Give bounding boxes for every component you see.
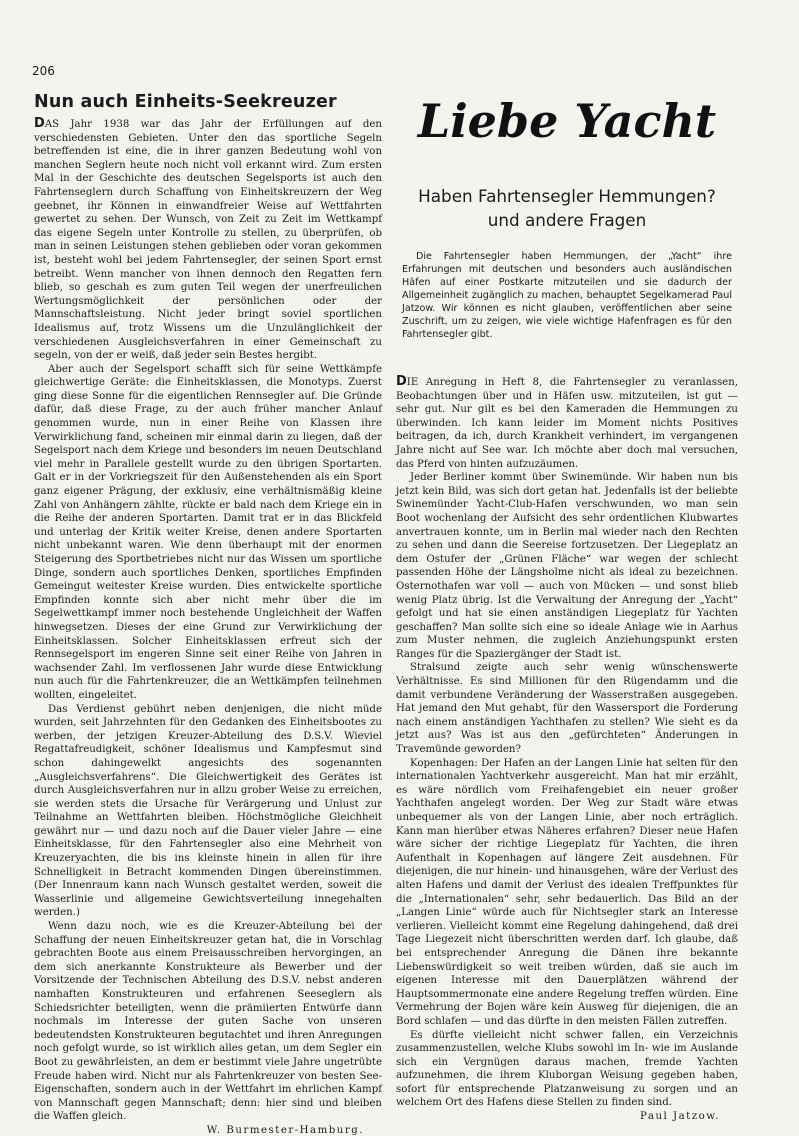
article-left [34,92,382,1136]
paragraph-right-3: Stralsund zeigte auch sehr wenig wünschenswerte Verhältnisse. Es sind Millionen für den Rügendamm und die damit verbundene Veränderung der Wasserstraßen ausgegeben. Hat jemand den Mut gehabt, für den Wassersport die Forderung nach einem anständigen Yachthafen zu stellen? Wie sieht es da jetzt aus? Was ist aus den „gefürchteten“ Änderungen in Travemünde geworden? [396,662,738,756]
paragraph-right-1-text: IE Anregung in Heft 8, die Fahrtensegler zu veranlassen, Beobachtungen über und in Häfen usw. mitzuteilen, ist gut — sehr gut. Nur gilt es bei den Kameraden die Hemmungen zu überwinden. Ich kann leider im Moment nichts Positives beitragen, da ich, durch Krankheit verhindert, im vergangenen Jahre nicht auf See war. Ich möchte aber doch mal versuchen, das Pferd von hinten aufzuzäumen. [396,377,738,470]
paragraph-left-2: Aber auch der Segelsport schafft sich für seine Wettkämpfe gleichwertige Geräte: die Einheitsklassen, die Monotyps. Zuerst ging diese Sonne für die eigentlichen Rennsegler auf. Die Gründe dafür, daß diese Frage, zu der auch früher mancher Anlauf genommen wurde, nun in einer Reihe von Klassen ihre Verwirklichung fand, scheinen mir einmal darin zu liegen, daß der Segelsport nach dem Kriege und besonders im neuen Deutschland viel mehr in Parallele gestellt wurde zu den übrigen Sportarten. Galt er in der Vorkriegszeit für den Außenstehenden als ein Sport ganz eigener Prägung, der exklusiv, eine verhältnismäßig kleine Zahl von Anhängern zählte, rückte er bald nach dem Kriege ein in die Reihe der anderen Sportarten. Damit trat er in das Blickfeld und unterlag der Kritik weiter Kreise, denen andere Sportarten nicht unbekannt waren. Wie denn überhaupt mit der enormen Steigerung des Sportbetriebes nicht nur das Wissen um sportliche Dinge, sondern auch sportliches Denken, sportliches Empfinden Gemeingut weitester Kreise wurden. Dies entwickelte sportliche Empfinden konnte sich aber nicht mehr über die im Segelwettkampf immer noch bestehende Ungleichheit der Waffen hinwegsetzen. Dieses der eine Grund zur Verwirklichung der Einheitsklassen. Solcher Einheitsklassen erfreut sich der Rennsegelsport im engeren Sinne seit einer Reihe von Jahren in wachsender Zahl. Im verflossenen Jahr wurde diese Entwicklung nun auch für die Fahrtenkreuzer, die an Wettkämpfen teilnehmen wollten, eingeleitet. [34,363,382,701]
subtitle-line-1: Haben Fahrtensegler Hemmungen? [418,186,716,206]
article-body-right [396,375,738,1110]
paragraph-right-2: Jeder Berliner kommt über Swinemünde. Wir haben nun bis jetzt kein Bild, was sich dort getan hat. Jedenfalls ist der beliebte Swinemünder Yacht-Club-Hafen verschwunden, wo man sein Boot wochenlang der Aufsicht des sehr ordentlichen Klubwartes anvertrauen konnte, um in Berlin mal wieder nach den Rechten zu sehen und dann die Seereise fortzusetzen. Der Liegeplatz an dem Ostufer der „Grünen Fläche“ war wegen der schlecht passenden Höhe der Längsholme nicht als ideal zu bezeichnen. Osternothafen war voll — auch von Mücken — und sonst blieb wenig Platz übrig. Ist die Verwaltung der Anregung der „Yacht“ gefolgt und hat sie einen anständigen Liegeplatz für Yachten geschaffen? Man sollte sich eine so ideale Anlage wie in Aarhus zum Muster nehmen, die zugleich Anziehungspunkt ersten Ranges für die Spaziergänger der Stadt ist. [396,472,738,660]
paragraph-right-5: Es dürfte vielleicht nicht schwer fallen, ein Verzeichnis zusammenzustellen, welche Klubs sowohl im In- wie im Auslande sich ein Vergnügen daraus machen, fremde Yachten aufzunehmen, die ihrem Kluborgan Weisung gegeben haben, sofort für entsprechende Platzanweisung zu sorgen und an welchem Ort des Hafens diese Stellen zu finden sind. [396,1029,738,1109]
paragraph-right-4: Kopenhagen: Der Hafen an der Langen Linie hat selten für den internationalen Yachtverkehr ausgereicht. Man hat mir erzählt, es wäre nördlich vom Freihafengebiet ein neuer großer Yachthafen angelegt worden. Der Weg zur Stadt wäre etwas unbequemer als von der Langen Linie, aber noch erträglich. Kann man hierüber etwas Näheres erfahren? Dieser neue Hafen wäre sicher der richtige Liegeplatz für Yachten, die ihren Aufenthalt in Kopenhagen auf längere Zeit ausdehnen. Für diejenigen, die nur hinein- und hinausgehen, wäre der Verlust des alten Hafens und damit der Verlust des idealen Treffpunktes für die „Internationalen“ sehr, sehr bedauerlich. Das Bild an der „Langen Linie“ würde auch für Nichtsegler stark an Interesse verlieren. Vielleicht kommt eine Regelung dahingehend, daß drei Tage Liegezeit nicht überschritten werden darf. Ich glaube, daß bei entsprechender Anregung die Dänen ihre bekannte Liebenswürdigkeit so weit treiben würden, daß sie auch im eigenen Interesse mit den Dauerplätzen während der Hauptsommermonate eine andere Regelung treffen würden. Eine Vermehrung der Bojen wäre kein Ausweg für diejenigen, die an Bord schlafen — und das dürfte in den meisten Fällen zutreffen. [396,757,738,1027]
author-signature-left: W. Burmester-Hamburg. [206,1124,364,1136]
paragraph-right-1 [396,375,738,471]
page-number: 206 [32,64,55,78]
drop-cap-right: D [396,374,407,389]
article-intro [402,250,732,341]
article-title-left: Nun auch Einheits-Seekreuzer [34,92,337,112]
paragraph-left-3: Das Verdienst gebührt neben denjenigen, die nicht müde wurden, seit Jahrzehnten für den Gedanken des Einheitsbootes zu werben, der jetzigen Kreuzer-Abteilung des D.S.V. Wieviel Regattafreudigkeit, schöner Idealismus und Kampfesmut sind schon dahingewelkt angesichts des sogenannten „Ausgleichsverfahrens“. Die Gleichwertigkeit des Gerätes ist durch Ausgleichsverfahren nur in allzu grober Weise zu erreichen, sie werden stets die Ursache für Verärgerung und Unlust zur Teilnahme an Wettfahrten bleiben. Höchstmögliche Gleichheit gewährt nur — und dazu noch auf die Dauer vieler Jahre — eine Einheitsklasse, für den Fahrtensegler also eine Mehrheit von Kreuzeryachten, die bis ins kleinste hinein in allen für ihre Schnelligkeit in Betracht kommenden Dingen übereinstimmen. (Der Innenraum kann nach Wunsch gestaltet werden, soweit die Wasserlinie und allgemeine Gewichtsverteilung innegehalten werden.) [34,703,382,919]
paragraph-left-1-text: AS Jahr 1938 war das Jahr der Erfüllungen auf den verschiedensten Gebieten. Unter den das sportliche Segeln betreffenden ist eine, die in ihrer ganzen Bedeutung wohl von manchen Seglern heute noch nicht voll erkannt wird. Zum ersten Mal in der Geschichte des deutschen Segelsports ist auch den Fahrtenseglern durch Schaffung von Einheitskreuzern der Weg geebnet, ihr Können in einwandfreier Weise auf Wettfahrten gewertet zu sehen. Der Wunsch, von Zeit zu Zeit im Wettkampf das eigene Segeln unter Kontrolle zu stellen, zu überprüfen, ob man in seinen Leistungen stehen geblieben oder voran gekommen ist, besteht wohl bei jedem Fahrtensegler, der seinen Sport ernst betreibt. Wenn mancher von ihnen dennoch den Regatten fern blieb, so geschah es zum guten Teil wegen der unerfreulichen Wertungsmöglichkeit der persönlichen oder der Mannschaftsleistung. Nicht jeder bringt soviel sportlichen Idealismus auf, trotz Wissens um die Unzulänglichkeit der verschiedenen Ausgleichsverfahren in einer Gemeinschaft zu segeln, von der er weiß, daß jeder sein Bestes hergibt. [34,119,382,362]
intro-text: Die Fahrtensegler haben Hemmungen, der „Yacht“ ihre Erfahrungen mit deutschen und besonders auch ausländischen Häfen auf einer Postkarte mitzuteilen und sie dadurch der Allgemeinheit zugänglich zu machen, behauptet Segelkamerad Paul Jatzow. Wir können es nicht glauben, veröffentlichen aber seine Zuschrift, um zu zeigen, wie viele wichtige Hafenfragen es für den Fahrtensegler gibt. [402,251,732,340]
masthead-logo: Liebe Yacht [417,94,717,148]
article-body-left [34,117,382,1124]
subtitle-line-2: und andere Fragen [487,210,647,230]
author-signature-right: Paul Jatzow. [639,1111,720,1123]
paragraph-left-1 [34,117,382,363]
drop-cap-left: D [34,116,45,131]
article-title-right [396,184,738,232]
article-right [396,92,738,1122]
paragraph-left-4: Wenn dazu noch, wie es die Kreuzer-Abteilung bei der Schaffung der neuen Einheitskreuzer getan hat, die in Vorschlag gebrachten Boote aus einem Preisausschreiben hervorgingen, an dem sich anerkannte Konstrukteure als Bewerber und der Vorsitzende der Technischen Abteilung des D.S.V. nebst anderen namhaften Konstrukteuren und erfahrenen Seeseglern als Schiedsrichter beteiligten, wenn die prämiierten Entwürfe dann nochmals im Interesse der guten Sache von unseren bedeutendsten Konstrukteuren begutachtet und ihren Anregungen noch gefolgt wurde, so ist wirklich alles getan, um dem Segler ein Boot zu gewährleisten, an dem er bestimmt viele Jahre ungetrübte Freude haben wird. Nicht nur als Fahrtenkreuzer von besten See-Eigenschaften, sondern auch in der Wettfahrt im ehrlichen Kampf von Mannschaft gegen Mannschaft; denn: hier sind und bleiben die Waffen gleich. [34,921,382,1123]
